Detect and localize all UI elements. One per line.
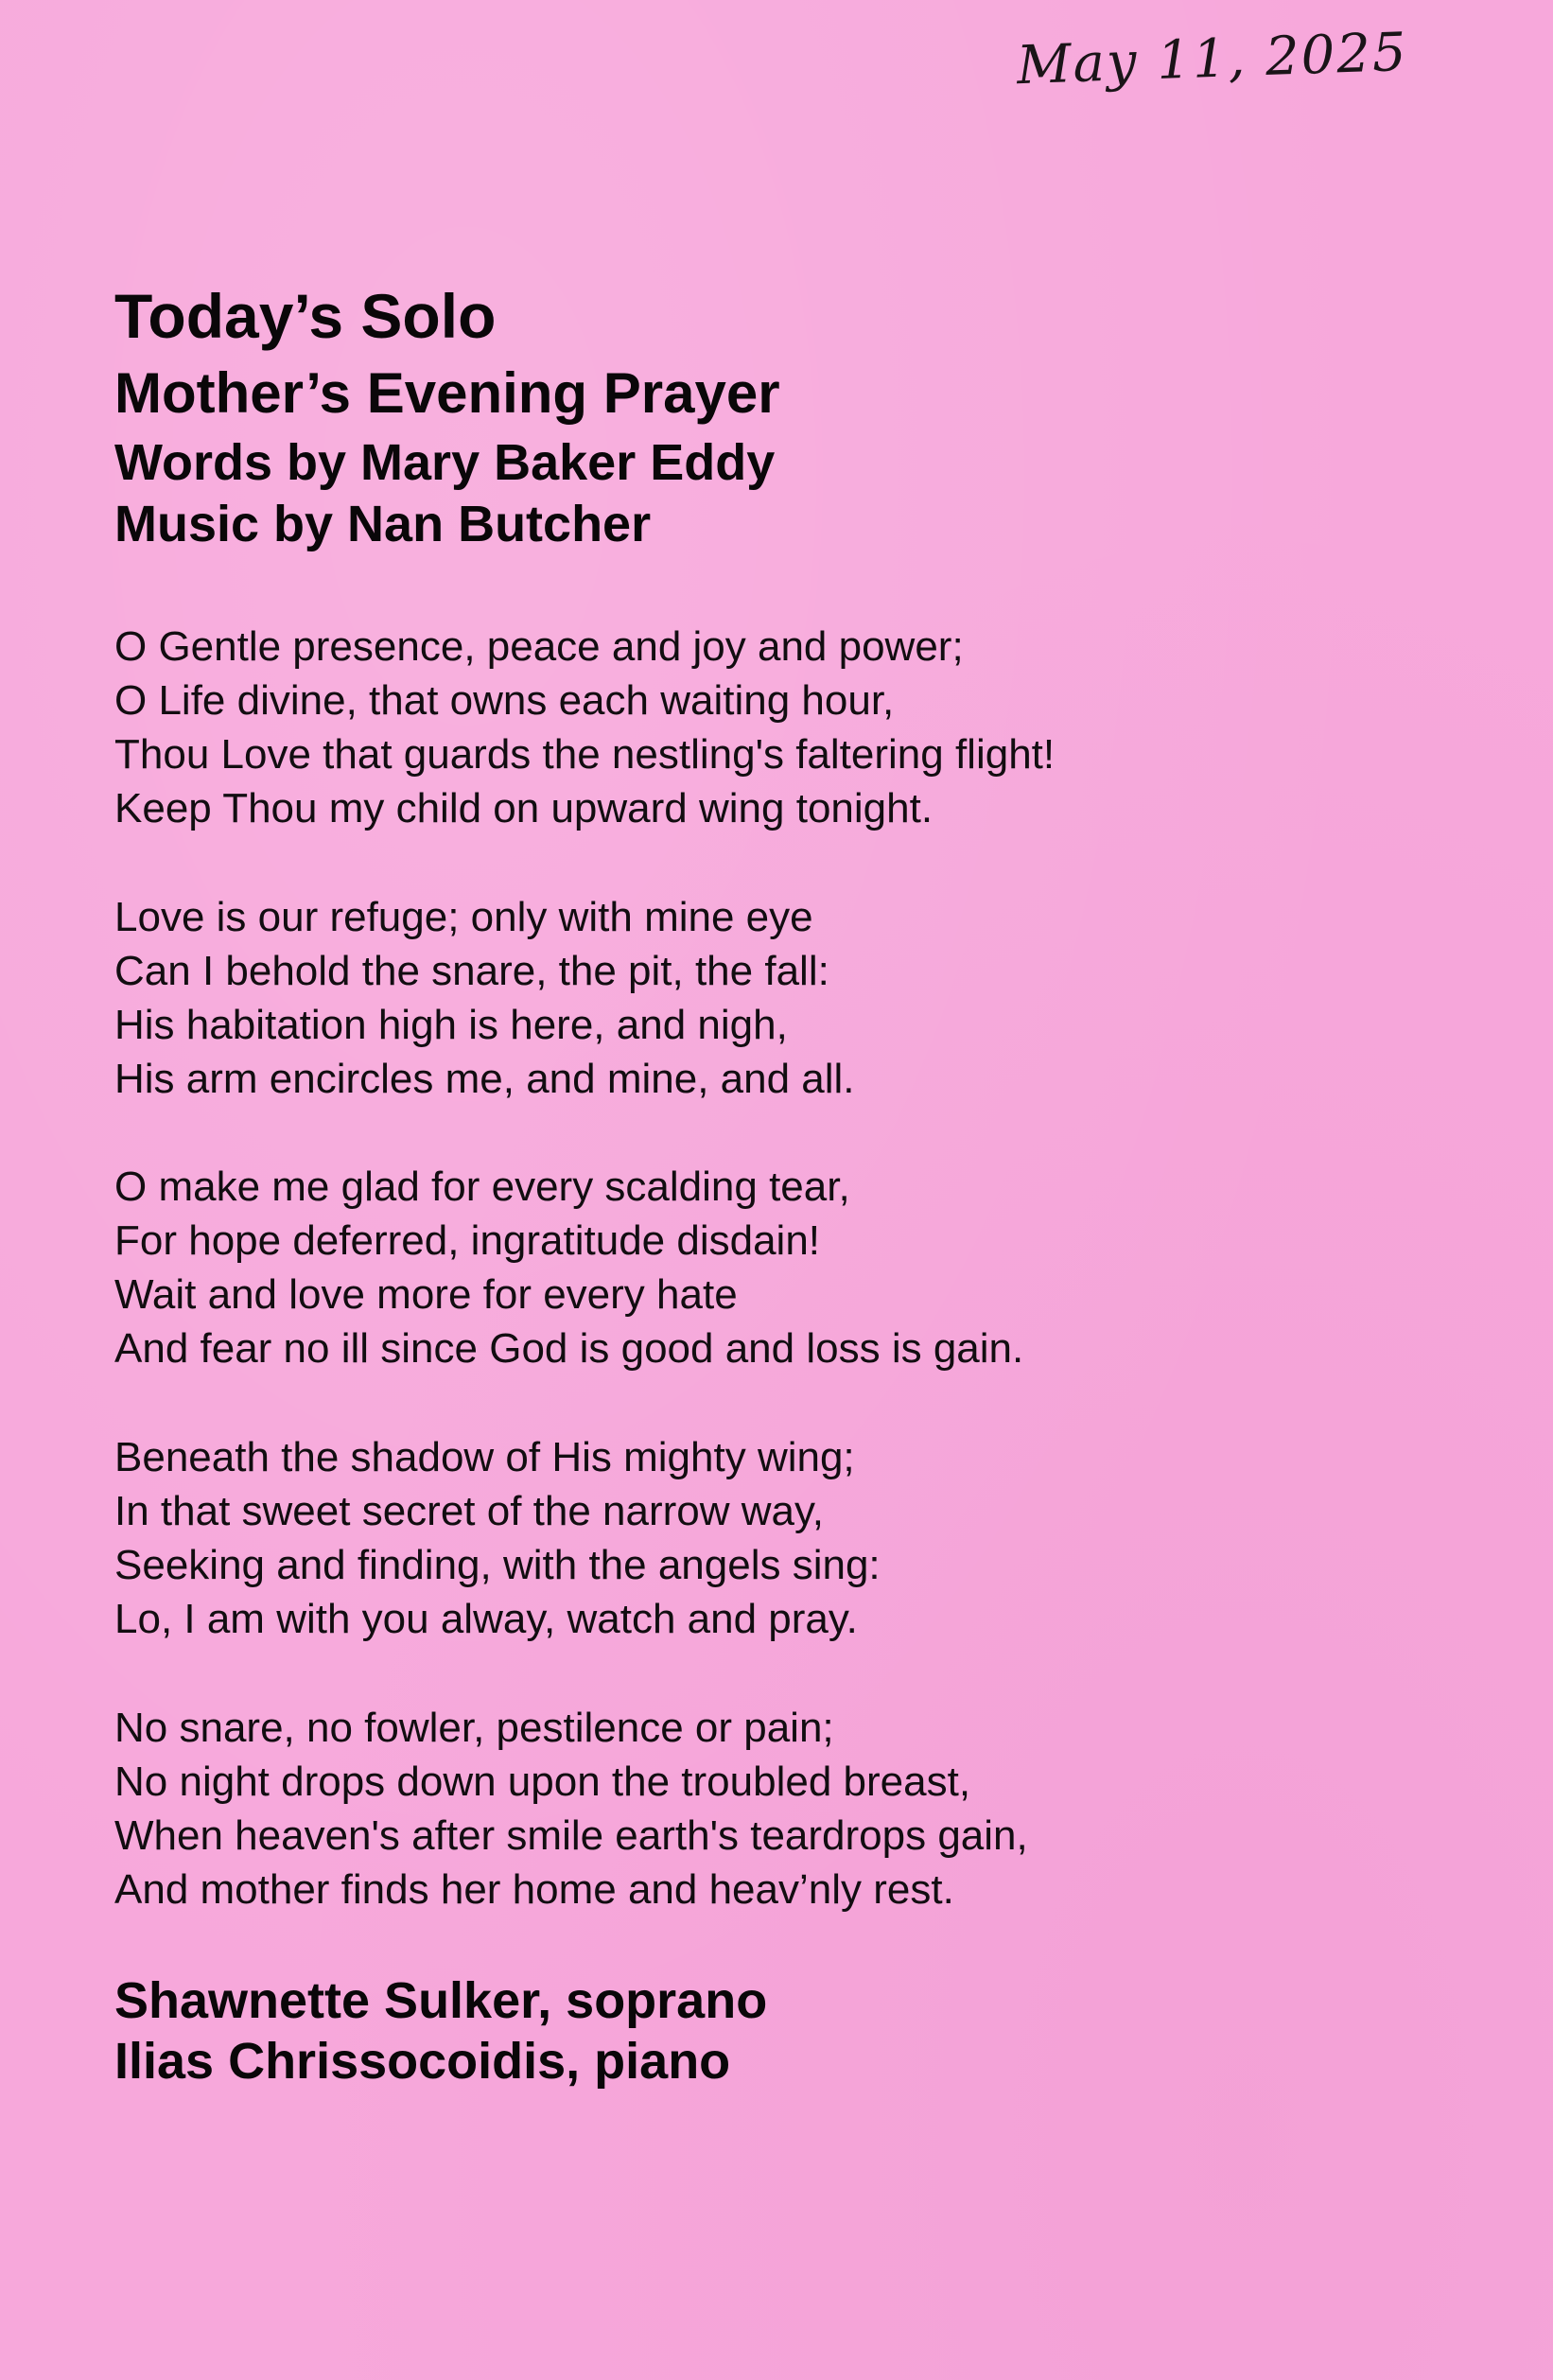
lyric-line: In that sweet secret of the narrow way,	[114, 1488, 824, 1534]
composer-credit: Music by Nan Butcher	[114, 496, 652, 552]
page-title: Today’s Solo	[114, 281, 497, 351]
lyric-line: And mother finds her home and heav’nly rest.	[114, 1866, 954, 1913]
lyric-line: Love is our refuge; only with mine eye	[114, 894, 813, 940]
handwritten-date: May 11, 2025	[1015, 21, 1409, 97]
song-title: Mother’s Evening Prayer	[114, 361, 780, 425]
lyric-line: Wait and love more for every hate	[114, 1271, 738, 1318]
stanza-4	[114, 1430, 881, 1646]
lyric-line: Thou Love that guards the nestling's faltering flight!	[114, 731, 1056, 778]
stanza-2	[114, 890, 855, 1106]
stanza-1	[114, 620, 1055, 835]
lyric-line: No snare, no fowler, pestilence or pain;	[114, 1705, 834, 1751]
lyric-line: And fear no ill since God is good and loss is gain.	[114, 1325, 1024, 1372]
lyric-line: When heaven's after smile earth's teardrops gain,	[114, 1812, 1028, 1859]
lyric-line: O make me glad for every scalding tear,	[114, 1164, 850, 1210]
lyric-line: Lo, I am with you alway, watch and pray.	[114, 1596, 858, 1642]
lyric-line: O Gentle presence, peace and joy and power;	[114, 623, 964, 670]
piano-credit: Ilias Chrissocoidis, piano	[114, 2033, 731, 2090]
lyric-line: For hope deferred, ingratitude disdain!	[114, 1217, 821, 1264]
lyric-line: Seeking and finding, with the angels sing:	[114, 1542, 881, 1588]
lyric-line: Keep Thou my child on upward wing tonight.	[114, 785, 934, 831]
lyricist-credit: Words by Mary Baker Eddy	[114, 434, 776, 491]
lyric-line: No night drops down upon the troubled breast,	[114, 1759, 971, 1805]
lyric-line: O Life divine, that owns each waiting hour,	[114, 677, 895, 724]
soprano-credit: Shawnette Sulker, soprano	[114, 1972, 768, 2029]
lyric-line: Beneath the shadow of His mighty wing;	[114, 1434, 855, 1480]
lyric-line: His habitation high is here, and nigh,	[114, 1002, 788, 1048]
stanza-5	[114, 1701, 1028, 1916]
lyric-line: His arm encircles me, and mine, and all.	[114, 1056, 855, 1102]
lyric-line: Can I behold the snare, the pit, the fall:	[114, 948, 829, 994]
performer-credits	[114, 1970, 767, 2091]
stanza-3	[114, 1160, 1023, 1375]
